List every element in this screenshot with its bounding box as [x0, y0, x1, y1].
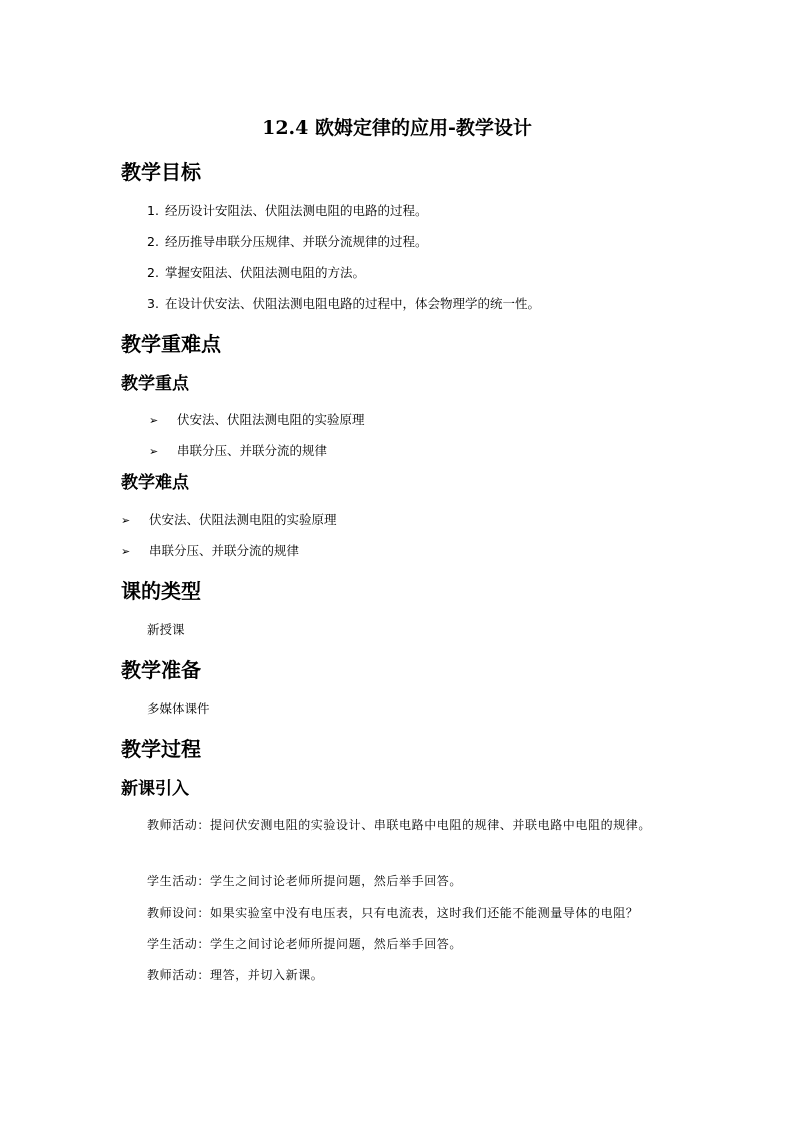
objective-number: 1. — [147, 203, 159, 218]
intro-paragraph: 教师活动：提问伏安测电阻的实验设计、串联电路中电阻的规律、并联电路中电阻的规律。 — [147, 818, 652, 832]
arrow-bullet-icon: ➢ — [121, 514, 131, 527]
objective-text: 经历推导串联分压规律、并联分流规律的过程。 — [164, 234, 428, 249]
arrow-bullet-icon: ➢ — [149, 414, 159, 427]
list-item-text: 串联分压、并联分流的规律 — [176, 443, 327, 458]
objective-text: 在设计伏安法、伏阻法测电阻电路的过程中，体会物理学的统一性。 — [164, 296, 540, 311]
lesson-type-text: 新授课 — [147, 622, 185, 637]
objective-number: 3. — [147, 296, 159, 311]
list-item-text: 伏安法、伏阻法测电阻的实验原理 — [176, 412, 365, 427]
intro-paragraph: 教师设问：如果实验室中没有电压表，只有电流表，这时我们还能不能测量导体的电阻？ — [147, 906, 639, 920]
objective-text: 掌握安阻法、伏阻法测电阻的方法。 — [164, 265, 365, 280]
heading-preparation: 教学准备 — [121, 658, 201, 682]
heading-lesson-type: 课的类型 — [121, 579, 201, 603]
preparation-text: 多媒体课件 — [147, 701, 210, 716]
objective-item — [147, 264, 365, 282]
intro-paragraph: 学生活动：学生之间讨论老师所提问题，然后举手回答。 — [147, 937, 463, 951]
heading-key-points: 教学重点 — [121, 374, 189, 394]
list-item-text: 串联分压、并联分流的规律 — [148, 543, 299, 558]
intro-paragraph: 教师活动：理答，并切入新课。 — [147, 968, 324, 982]
document-title: 12.4 欧姆定律的应用-教学设计 — [262, 117, 532, 139]
arrow-bullet-icon: ➢ — [121, 545, 131, 558]
intro-paragraph: 学生活动：学生之间讨论老师所提问题，然后举手回答。 — [147, 874, 463, 888]
heading-intro: 新课引入 — [121, 779, 189, 799]
list-item — [121, 511, 337, 530]
objective-item — [147, 233, 428, 251]
heading-key-difficult: 教学重难点 — [121, 332, 221, 356]
objective-number: 2. — [147, 234, 159, 249]
list-item — [121, 542, 299, 561]
objective-text: 经历设计安阻法、伏阻法测电阻的电路的过程。 — [164, 203, 428, 218]
objective-item — [147, 295, 540, 313]
heading-process: 教学过程 — [121, 737, 201, 761]
objective-number: 2. — [147, 265, 159, 280]
heading-objectives: 教学目标 — [121, 160, 201, 184]
list-item-text: 伏安法、伏阻法测电阻的实验原理 — [148, 512, 337, 527]
arrow-bullet-icon: ➢ — [149, 445, 159, 458]
objective-item — [147, 202, 428, 220]
heading-difficult-points: 教学难点 — [121, 473, 189, 493]
list-item — [149, 442, 327, 461]
list-item — [149, 411, 365, 430]
